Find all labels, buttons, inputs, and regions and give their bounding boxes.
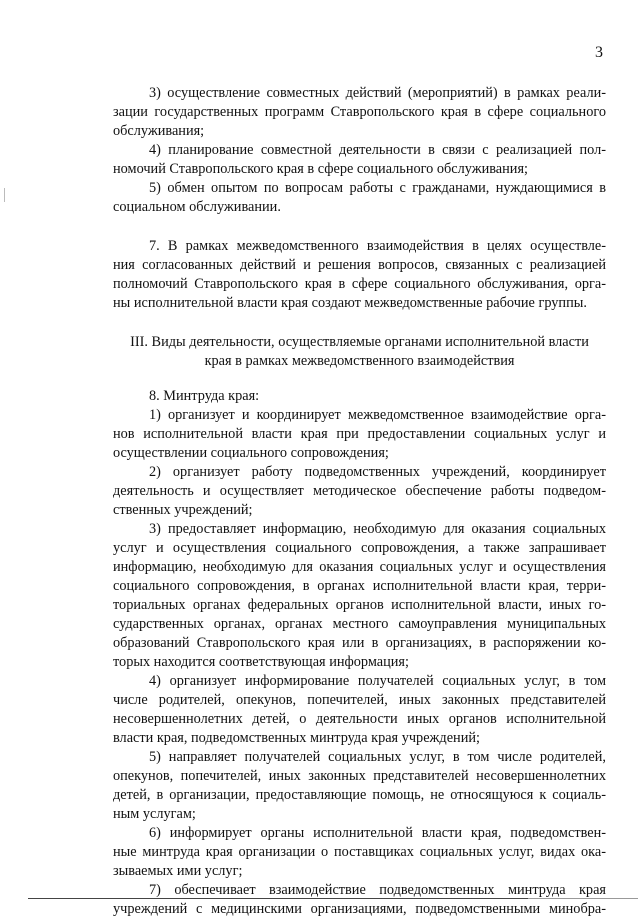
text-line: числе родителей, опекунов, попечителей, иных законных представителей xyxy=(113,692,606,708)
text-line: ственных учреждений; xyxy=(113,502,253,518)
text-line: услуг и осуществления социального сопровождения, а также запрашивает xyxy=(113,540,606,556)
text-line: ные минтруда края организации о поставщиках социальных услуг, видах ока- xyxy=(113,844,606,860)
margin-mark xyxy=(4,188,5,202)
paragraph-8 xyxy=(113,387,606,406)
subitem-7 xyxy=(113,881,606,919)
text-line: детей, в организации, предоставляющие помощь, не относящуюся к социаль- xyxy=(113,787,606,803)
text-line: учреждений с медицинскими организациями, подведомственными минобра- xyxy=(113,901,606,917)
text-line: зации государственных программ Ставропольского края в сфере социального xyxy=(113,104,606,120)
subitem-2 xyxy=(113,463,606,520)
text-line: 5) направляет получателей социальных услуг, в том числе родителей, xyxy=(149,749,606,765)
text-line: информацию, необходимую для оказания социальных услуг и осуществления xyxy=(113,559,606,575)
text-line: 2) организует работу подведомственных учреждений, координирует xyxy=(149,464,606,480)
subitem-5 xyxy=(113,748,606,824)
text-line: зываемых ими услуг; xyxy=(113,863,243,879)
section-heading xyxy=(113,333,606,371)
scan-edge-line xyxy=(528,898,638,899)
text-line: несовершеннолетних детей, о деятельности иных органов исполнительной xyxy=(113,711,606,727)
text-line: 1) организует и координирует межведомственное взаимодействие орга- xyxy=(149,407,606,423)
text-line: образований Ставропольского края или в организациях, в распоряжении ко- xyxy=(113,635,606,651)
text-line: ния согласованных действий и решения вопросов, связанных с реализацией xyxy=(113,257,606,273)
text-line: 4) организует информирование получателей социальных услуг, в том xyxy=(149,673,606,689)
text-line: 7. В рамках межведомственного взаимодействия в целях осуществле- xyxy=(149,238,606,254)
document-body xyxy=(113,84,606,919)
text-line: номочий Ставропольского края в сфере социального обслуживания; xyxy=(113,161,529,177)
text-line: нов исполнительной власти края при предоставлении социальных услуг и xyxy=(113,426,606,442)
page-number: 3 xyxy=(595,44,603,61)
text-line: опекунов, попечителей, иных законных представителей несовершеннолетних xyxy=(113,768,606,784)
scan-edge-line xyxy=(28,898,528,899)
text-line: полномочий Ставропольского края в сфере социального обслуживания, орга- xyxy=(113,276,606,292)
text-line: 6) информирует органы исполнительной власти края, подведомствен- xyxy=(149,825,606,841)
text-line: ториальных органах федеральных органов исполнительной власти, иных го- xyxy=(113,597,606,613)
subitem-3 xyxy=(113,520,606,672)
paragraph-item-5 xyxy=(113,179,606,217)
paragraph-item-4 xyxy=(113,141,606,179)
subitem-1 xyxy=(113,406,606,463)
text-line: сударственных органах, органах местного самоуправления муниципальных xyxy=(113,616,606,632)
text-line: 4) планирование совместной деятельности в связи с реализацией пол- xyxy=(149,142,606,158)
text-line: обслуживания; xyxy=(113,123,205,139)
text-line: торых находится соответствующая информация; xyxy=(113,654,409,670)
text-line: ны исполнительной власти края создают межведомственные рабочие группы. xyxy=(113,295,587,311)
text-line: 5) обмен опытом по вопросам работы с гражданами, нуждающимися в xyxy=(149,180,606,196)
subitem-4 xyxy=(113,672,606,748)
subitem-6 xyxy=(113,824,606,881)
text-line: осуществлении социального сопровождения; xyxy=(113,445,389,461)
text-line: власти края, подведомственных минтруда края учреждений; xyxy=(113,730,480,746)
paragraph-7 xyxy=(113,237,606,313)
paragraph-item-3 xyxy=(113,84,606,141)
text-line: 3) предоставляет информацию, необходимую для оказания социальных xyxy=(149,521,606,537)
text-line: 8. Минтруда края: xyxy=(149,388,260,404)
text-line: социального сопровождения, в органах исполнительной власти края, терри- xyxy=(113,578,606,594)
text-line: деятельность и осуществляет методическое обеспечение работы подведом- xyxy=(113,483,606,499)
text-line: 3) осуществление совместных действий (мероприятий) в рамках реали- xyxy=(149,85,606,101)
text-line: 7) обеспечивает взаимодействие подведомственных минтруда края xyxy=(149,882,606,898)
text-line: социальном обслуживании. xyxy=(113,199,281,215)
text-line: ным услугам; xyxy=(113,806,196,822)
heading-line: III. Виды деятельности, осуществляемые органами исполнительной власти xyxy=(130,334,589,350)
heading-line: края в рамках межведомственного взаимодействия xyxy=(204,353,515,369)
